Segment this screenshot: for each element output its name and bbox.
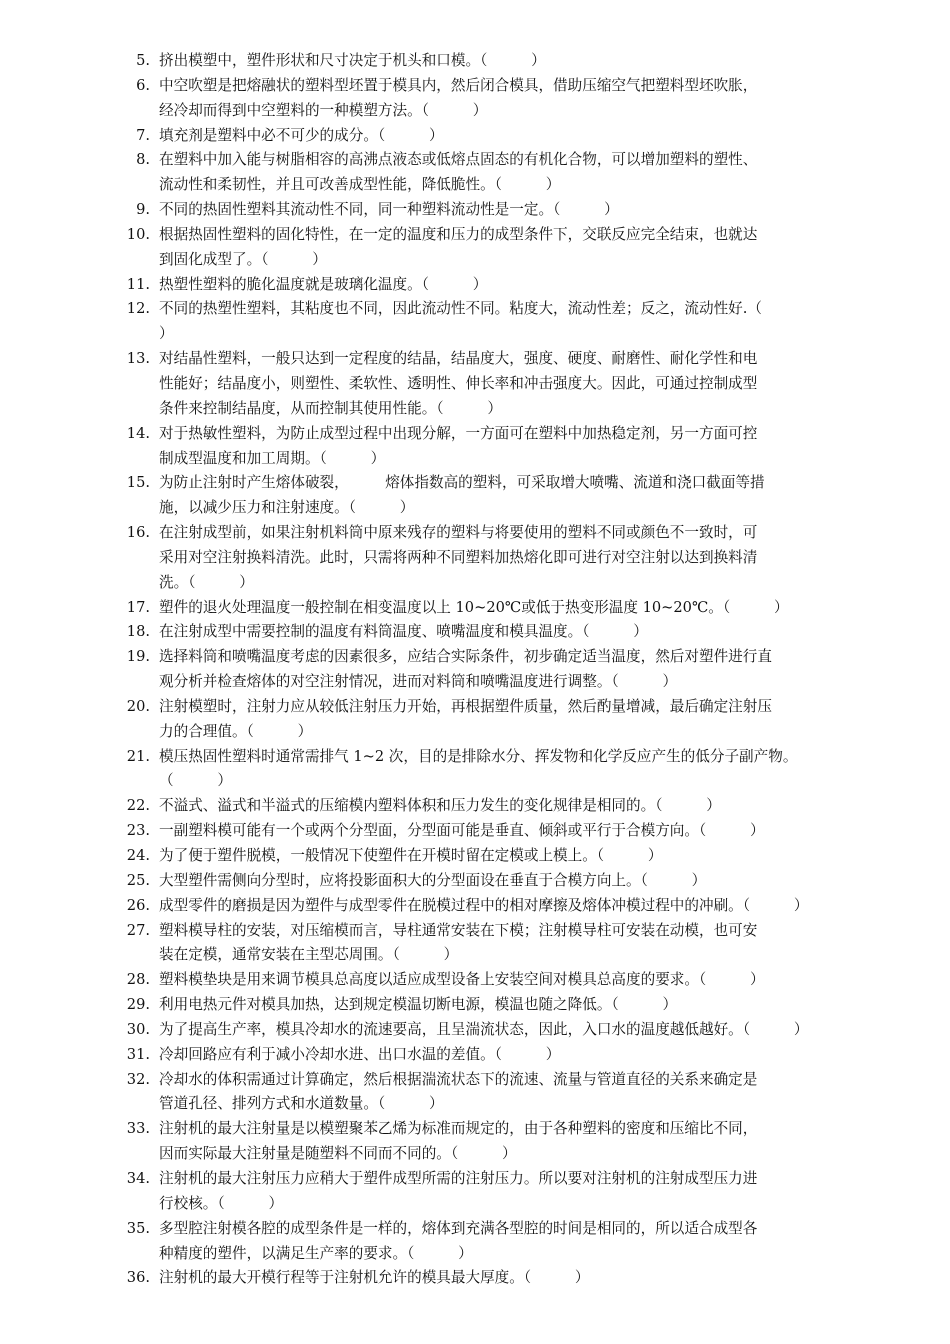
question-text-line: 对结晶性塑料，一般只达到一定程度的结晶，结晶度大，强度、硬度、耐磨性、耐化学性和电 bbox=[159, 350, 758, 368]
question-item bbox=[0, 869, 950, 894]
question-text-line: 采用对空注射换料清洗。此时，只需将两种不同塑料加热熔化即可进行对空注射以达到换料清 bbox=[159, 548, 758, 566]
question-text-line: 管道孔径、排列方式和水道数量。（ ） bbox=[159, 1095, 444, 1113]
question-text-line: 装在定模，通常安装在主型芯周围。（ ） bbox=[159, 946, 459, 964]
question-text-line: 注射模塑时，注射力应从较低注射压力开始，再根据塑件质量，然后酌量增减，最后确定注射压 bbox=[159, 697, 772, 715]
question-item bbox=[0, 620, 950, 645]
question-item bbox=[0, 1217, 950, 1267]
question-number: 28. bbox=[126, 971, 150, 989]
question-item bbox=[0, 919, 950, 969]
question-text-line: 对于热敏性塑料，为防止成型过程中出现分解，一方面可在塑料中加热稳定剂，另一方面可控 bbox=[159, 424, 758, 442]
question-text-line: 大型塑件需侧向分型时，应将投影面积大的分型面设在垂直于合模方向上。（ ） bbox=[159, 871, 707, 889]
question-text-line: 施，以减少压力和注射速度。（ ） bbox=[159, 499, 415, 517]
question-item bbox=[0, 223, 950, 273]
question-text-line: 冷却水的体积需通过计算确定，然后根据湍流状态下的流速、流量与管道直径的关系来确定是 bbox=[159, 1070, 758, 1088]
question-text-line: 行校核。（ ） bbox=[159, 1194, 284, 1212]
question-item bbox=[0, 49, 950, 74]
question-text-line: 一副塑料模可能有一个或两个分型面，分型面可能是垂直、倾斜或平行于合模方向。（ ） bbox=[159, 822, 765, 840]
question-item bbox=[0, 273, 950, 298]
question-number: 34. bbox=[126, 1169, 150, 1187]
question-number: 7. bbox=[136, 126, 150, 144]
question-text-line: 为了提高生产率，模具冷却水的流速要高，且呈湍流状态，因此，入口水的温度越低越好。（ ） bbox=[159, 1020, 809, 1038]
question-number: 25. bbox=[126, 871, 150, 889]
question-item bbox=[0, 1167, 950, 1217]
question-text-line: 根据热固性塑料的固化特性，在一定的温度和压力的成型条件下，交联反应完全结束，也就达 bbox=[159, 225, 758, 243]
question-number: 29. bbox=[126, 996, 150, 1014]
question-number: 20. bbox=[126, 697, 150, 715]
question-text-line: 到固化成型了。（ ） bbox=[159, 250, 327, 268]
question-text-line: 多型腔注射模各腔的成型条件是一样的，熔体到充满各型腔的时间是相同的，所以适合成型各 bbox=[159, 1219, 758, 1237]
question-number: 12. bbox=[126, 300, 150, 318]
question-item bbox=[0, 471, 950, 521]
question-item bbox=[0, 596, 950, 621]
question-item bbox=[0, 968, 950, 993]
question-text-line: 种精度的塑件，以满足生产率的要求。（ ） bbox=[159, 1244, 473, 1262]
question-item bbox=[0, 1043, 950, 1068]
question-text-line: 因而实际最大注射量是随塑料不同而不同的。（ ） bbox=[159, 1145, 517, 1163]
question-item bbox=[0, 993, 950, 1018]
question-item bbox=[0, 1266, 950, 1291]
question-number: 33. bbox=[126, 1120, 150, 1138]
question-number: 27. bbox=[126, 921, 150, 939]
question-text-line: 塑件的退火处理温度一般控制在相变温度以上 10~20℃或低于热变形温度 10~20℃。（ ） bbox=[159, 598, 789, 616]
question-number: 22. bbox=[126, 797, 150, 815]
question-number: 24. bbox=[126, 847, 150, 864]
question-number: 9. bbox=[136, 201, 150, 219]
question-item bbox=[0, 745, 950, 795]
question-text-line: 冷却回路应有利于减小冷却水进、出口水温的差值。（ ） bbox=[159, 1045, 561, 1063]
question-text-line: 利用电热元件对模具加热，达到规定模温切断电源，模温也随之降低。（ ） bbox=[159, 996, 678, 1014]
question-number: 21. bbox=[126, 747, 150, 765]
question-number: 32. bbox=[126, 1070, 150, 1088]
question-item bbox=[0, 124, 950, 149]
question-text-line: 在塑料中加入能与树脂相容的高沸点液态或低熔点固态的有机化合物，可以增加塑料的塑性、 bbox=[159, 151, 758, 169]
question-item bbox=[0, 645, 950, 695]
question-number: 13. bbox=[126, 350, 150, 368]
question-number: 6. bbox=[136, 76, 150, 94]
question-text-line: 在注射成型中需要控制的温度有料筒温度、喷嘴温度和模具温度。（ ） bbox=[159, 623, 648, 641]
question-number: 19. bbox=[126, 648, 150, 666]
question-number: 17. bbox=[126, 598, 150, 616]
question-text-line: 中空吹塑是把熔融状的塑料型坯置于模具内，然后闭合模具，借助压缩空气把塑料型坯吹胀， bbox=[159, 76, 758, 94]
question-text-line: 制成型温度和加工周期。（ ） bbox=[159, 449, 386, 467]
question-item bbox=[0, 794, 950, 819]
question-text-line: 在注射成型前，如果注射机料筒中原来残存的塑料与将要使用的塑料不同或颜色不一致时，可 bbox=[159, 524, 758, 542]
question-number: 30. bbox=[126, 1020, 150, 1038]
question-text-line: 模压热固性塑料时通常需排气 1~2 次，目的是排除水分、挥发物和化学反应产生的低分子副产物。 bbox=[159, 747, 798, 765]
question-item bbox=[0, 297, 950, 347]
question-text-line: 为了便于塑件脱模，一般情况下使塑件在开模时留在定模或上模上。（ ） bbox=[159, 847, 663, 864]
question-text-line: 力的合理值。（ ） bbox=[159, 722, 313, 740]
question-item bbox=[0, 1018, 950, 1043]
question-item bbox=[0, 844, 950, 869]
question-item bbox=[0, 347, 950, 422]
question-number: 23. bbox=[126, 822, 150, 840]
question-text-line: 注射机的最大注射压力应稍大于塑件成型所需的注射压力。所以要对注射机的注射成型压力进 bbox=[159, 1169, 758, 1187]
question-text-line: 为防止注射时产生熔体破裂， 熔体指数高的塑料，可采取增大喷嘴、流道和浇口截面等措 bbox=[159, 474, 765, 492]
question-item bbox=[0, 695, 950, 745]
question-text-line: 选择料筒和喷嘴温度考虑的因素很多，应结合实际条件，初步确定适当温度，然后对塑件进行直 bbox=[159, 648, 772, 666]
question-item bbox=[0, 148, 950, 198]
question-number: 36. bbox=[126, 1269, 150, 1287]
question-text-line: 不溢式、溢式和半溢式的压缩模内塑料体积和压力发生的变化规律是相同的。（ ） bbox=[159, 797, 721, 815]
question-text-line: 注射机的最大注射量是以模塑聚苯乙烯为标准而规定的，由于各种塑料的密度和压缩比不同， bbox=[159, 1120, 758, 1138]
question-number: 16. bbox=[126, 524, 150, 542]
question-number: 11. bbox=[126, 275, 150, 293]
question-item bbox=[0, 198, 950, 223]
question-number: 8. bbox=[136, 151, 150, 169]
question-number: 18. bbox=[126, 623, 150, 641]
question-text-line: 填充剂是塑料中必不可少的成分。（ ） bbox=[159, 126, 444, 144]
question-text-line: 流动性和柔韧性，并且可改善成型性能，降低脆性。（ ） bbox=[159, 176, 561, 194]
question-number: 26. bbox=[126, 896, 150, 914]
question-number: 14. bbox=[126, 424, 150, 442]
question-text-line: 经冷却而得到中空塑料的一种模塑方法。（ ） bbox=[159, 101, 488, 119]
question-text-line: 观分析并检查熔体的对空注射情况，进而对料筒和喷嘴温度进行调整。（ ） bbox=[159, 673, 678, 691]
question-item bbox=[0, 1117, 950, 1167]
question-text-line: 塑料模垫块是用来调节模具总高度以适应成型设备上安装空间对模具总高度的要求。（ ） bbox=[159, 971, 765, 989]
question-number: 5. bbox=[136, 52, 150, 69]
question-text-line: 洗。（ ） bbox=[159, 573, 254, 591]
question-text-line: 条件来控制结晶度，从而控制其使用性能。（ ） bbox=[159, 399, 502, 417]
question-text-line: 注射机的最大开模行程等于注射机允许的模具最大厚度。（ ） bbox=[159, 1269, 590, 1287]
question-text-line: ） bbox=[159, 325, 174, 343]
question-text-line: 塑料模导柱的安装，对压缩模而言，导柱通常安装在下模；注射模导柱可安装在动模，也可安 bbox=[159, 921, 758, 939]
question-text-line: 性能好；结晶度小，则塑性、柔软性、透明性、伸长率和冲击强度大。因此，可通过控制成型 bbox=[159, 374, 758, 392]
question-item bbox=[0, 521, 950, 596]
question-item bbox=[0, 74, 950, 124]
question-text-line: 成型零件的磨损是因为塑件与成型零件在脱模过程中的相对摩擦及熔体冲模过程中的冲刷。（ ） bbox=[159, 896, 809, 914]
question-number: 31. bbox=[126, 1045, 150, 1063]
question-number: 35. bbox=[126, 1219, 150, 1237]
question-item bbox=[0, 422, 950, 472]
question-item bbox=[0, 894, 950, 919]
question-item bbox=[0, 819, 950, 844]
question-number: 15. bbox=[126, 474, 150, 492]
question-text-line: 不同的热塑性塑料，其粘度也不同，因此流动性不同。粘度大，流动性差；反之，流动性好.（ bbox=[159, 300, 762, 318]
question-list bbox=[0, 49, 950, 1291]
question-number: 10. bbox=[126, 225, 150, 243]
question-text-line: 热塑性塑料的脆化温度就是玻璃化温度。（ ） bbox=[159, 275, 488, 293]
question-text-line: （ ） bbox=[159, 772, 232, 790]
question-text-line: 不同的热固性塑料其流动性不同，同一种塑料流动性是一定。（ ） bbox=[159, 201, 619, 219]
question-item bbox=[0, 1068, 950, 1118]
question-text-line: 挤出模塑中，塑件形状和尺寸决定于机头和口模。（ ） bbox=[159, 52, 546, 69]
